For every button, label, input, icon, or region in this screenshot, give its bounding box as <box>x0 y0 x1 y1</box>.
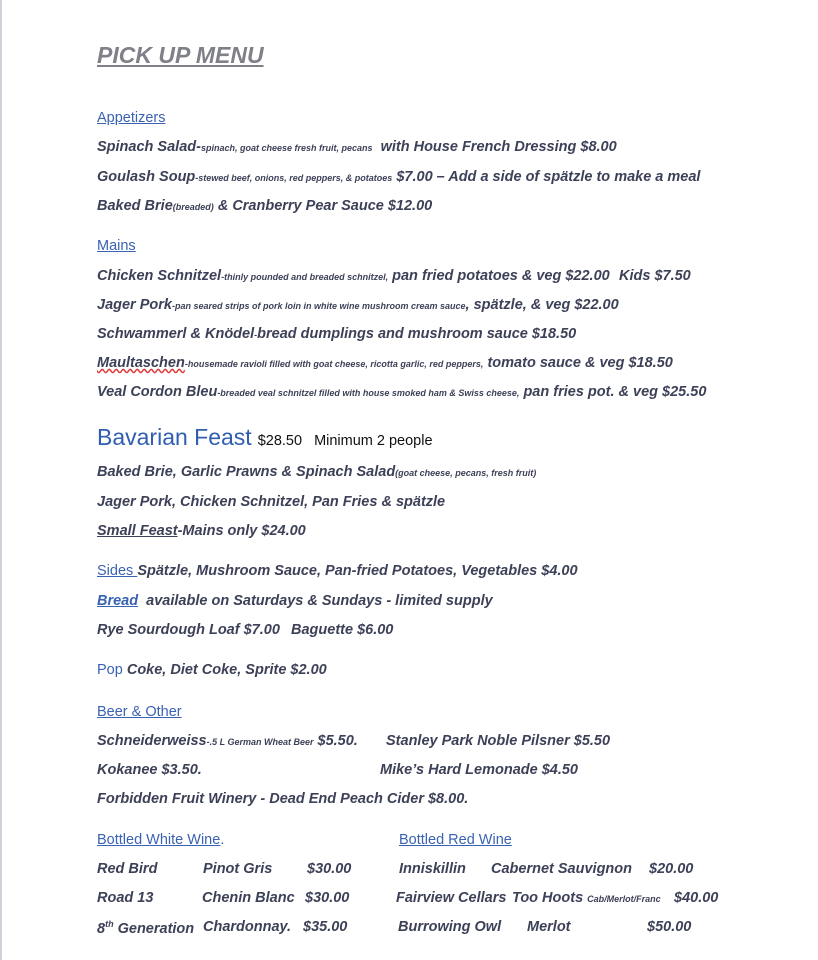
appetizer-baked-brie <box>97 198 432 214</box>
white-wine-varietal: Pinot Gris <box>203 861 273 877</box>
item-rest: bread dumplings and mushroom sauce $18.50 <box>257 326 577 342</box>
white-wine-winery <box>97 919 194 937</box>
beer-stanley-park: Stanley Park Noble Pilsner $5.50 <box>386 733 611 749</box>
appetizer-goulash-soup <box>97 169 700 185</box>
item-rest: , spätzle, & veg $22.00 <box>465 297 619 313</box>
item-desc: -thinly pounded and breaded schnitzel, <box>221 272 389 282</box>
bread-rye: Rye Sourdough Loaf $7.00 <box>97 622 280 638</box>
red-wine-price: $50.00 <box>647 919 692 935</box>
item-name: Schwammerl & Knödel <box>97 326 255 342</box>
feast-line-1 <box>97 464 536 480</box>
item-rest: tomato sauce & veg $18.50 <box>487 355 673 371</box>
item-desc: -housemade ravioli filled with goat cheese, ricotta garlic, red peppers, <box>184 359 484 369</box>
winery-name: Generation <box>113 920 195 937</box>
beer-schneiderweiss <box>97 733 358 749</box>
white-wine-price: $30.00 <box>307 861 352 877</box>
item-rest: pan fried potatoes & veg $22.00 <box>392 268 610 284</box>
red-wine-winery: Fairview Cellars <box>396 890 507 906</box>
red-wine-winery: Burrowing Owl <box>398 919 502 935</box>
item-rest: pan fries pot. & veg $25.50 <box>523 384 707 400</box>
item-desc: - <box>254 330 258 340</box>
main-chicken-schnitzel <box>97 268 610 284</box>
item-name: Goulash Soup <box>97 169 196 185</box>
bread-row <box>97 593 493 609</box>
item-name: Veal Cordon Bleu <box>97 384 218 400</box>
item-name: Spinach Salad- <box>97 139 201 155</box>
small-feast <box>97 523 306 539</box>
red-wine-varietal <box>512 890 661 906</box>
item-name: Chicken Schnitzel <box>97 268 222 284</box>
beer-kokanee: Kokanee $3.50. <box>97 762 202 778</box>
white-wine-heading-dot: . <box>220 832 225 848</box>
white-wine-varietal: Chenin Blanc <box>202 890 295 906</box>
white-wine-heading-text: Bottled White Wine <box>97 832 221 848</box>
feast-line-1-text: Baked Brie, Garlic Prawns & Spinach Salad <box>97 464 396 480</box>
feast-line-2: Jager Pork, Chicken Schnitzel, Pan Fries & spätzle <box>97 494 446 510</box>
item-desc: -breaded veal schnitzel filled with house smoked ham & Swiss cheese, <box>217 388 520 398</box>
red-wine-varietal: Cabernet Sauvignon <box>491 861 632 877</box>
small-feast-rest: -Mains only $24.00 <box>177 523 306 539</box>
white-wine-price: $30.00 <box>305 890 350 906</box>
item-name: Baked Brie <box>97 198 173 214</box>
white-wine-winery: Road 13 <box>97 890 154 906</box>
sides-row <box>97 563 578 579</box>
item-desc: -stewed beef, onions, red peppers, & potatoes <box>195 173 393 183</box>
item-rest: & Cranberry Pear Sauce $12.00 <box>217 198 433 214</box>
main-veal-cordon-bleu <box>97 384 706 400</box>
varietal-name: Too Hoots <box>512 890 584 906</box>
pop-heading: Pop <box>97 662 123 678</box>
winery-number: 8 <box>97 920 106 937</box>
pop-row <box>97 662 327 678</box>
red-wine-price: $40.00 <box>674 890 719 906</box>
bread-heading: Bread <box>97 593 139 609</box>
item-name: Jager Pork <box>97 297 172 313</box>
feast-title: Bavarian Feast <box>97 424 252 450</box>
beer-heading: Beer & Other <box>97 704 182 720</box>
item-desc: (breaded) <box>172 202 214 212</box>
item-desc: -.5 L German Wheat Beer <box>206 737 314 747</box>
small-feast-name: Small Feast <box>97 523 178 539</box>
item-rest: $7.00 – Add a side of spätzle to make a meal <box>396 169 701 185</box>
white-wine-winery: Red Bird <box>97 861 158 877</box>
mains-heading: Mains <box>97 238 136 254</box>
red-wine-heading: Bottled Red Wine <box>399 832 512 848</box>
item-desc: -pan seared strips of pork loin in white wine mushroom cream sauce <box>171 301 466 311</box>
red-wine-price: $20.00 <box>649 861 694 877</box>
white-wine-price: $35.00 <box>303 919 348 935</box>
white-wine-varietal: Chardonnay. <box>203 919 292 935</box>
red-wine-winery: Inniskillin <box>399 861 466 877</box>
page-title: PICK UP MENU <box>97 42 264 68</box>
page-edge <box>0 0 2 960</box>
white-wine-heading <box>97 832 224 848</box>
varietal-note: Cab/Merlot/Franc <box>587 894 661 904</box>
item-rest: with House French Dressing $8.00 <box>380 139 617 155</box>
winery-superscript: th <box>105 919 114 929</box>
beer-cider: Forbidden Fruit Winery - Dead End Peach Cider $8.00. <box>97 791 469 807</box>
item-name: Schneiderweiss <box>97 733 207 749</box>
feast-minimum: Minimum 2 people <box>314 433 433 449</box>
item-name: Maultaschen <box>97 355 185 371</box>
bread-baguette: Baguette $6.00 <box>291 622 394 638</box>
main-maultaschen <box>97 355 673 371</box>
pop-items: Coke, Diet Coke, Sprite $2.00 <box>126 662 327 678</box>
feast-price: $28.50 <box>257 433 303 449</box>
kids-price: Kids $7.50 <box>619 268 691 284</box>
item-price: $5.50. <box>317 733 358 749</box>
appetizer-spinach-salad <box>97 139 617 155</box>
feast-line-1-desc: (goat cheese, pecans, fresh fruit) <box>395 468 537 478</box>
red-wine-varietal: Merlot <box>527 919 571 935</box>
item-desc: spinach, goat cheese fresh fruit, pecans <box>200 143 373 153</box>
main-jager-pork <box>97 297 619 313</box>
sides-items: Spätzle, Mushroom Sauce, Pan-fried Potatoes, Vegetables $4.00 <box>137 563 578 579</box>
beer-mikes: Mike’s Hard Lemonade $4.50 <box>380 762 578 778</box>
sides-heading: Sides <box>97 563 138 579</box>
bread-note: available on Saturdays & Sundays - limited supply <box>146 593 493 609</box>
bavarian-feast-heading <box>97 424 433 451</box>
main-schwammerl <box>97 326 576 342</box>
appetizers-heading: Appetizers <box>97 110 166 126</box>
